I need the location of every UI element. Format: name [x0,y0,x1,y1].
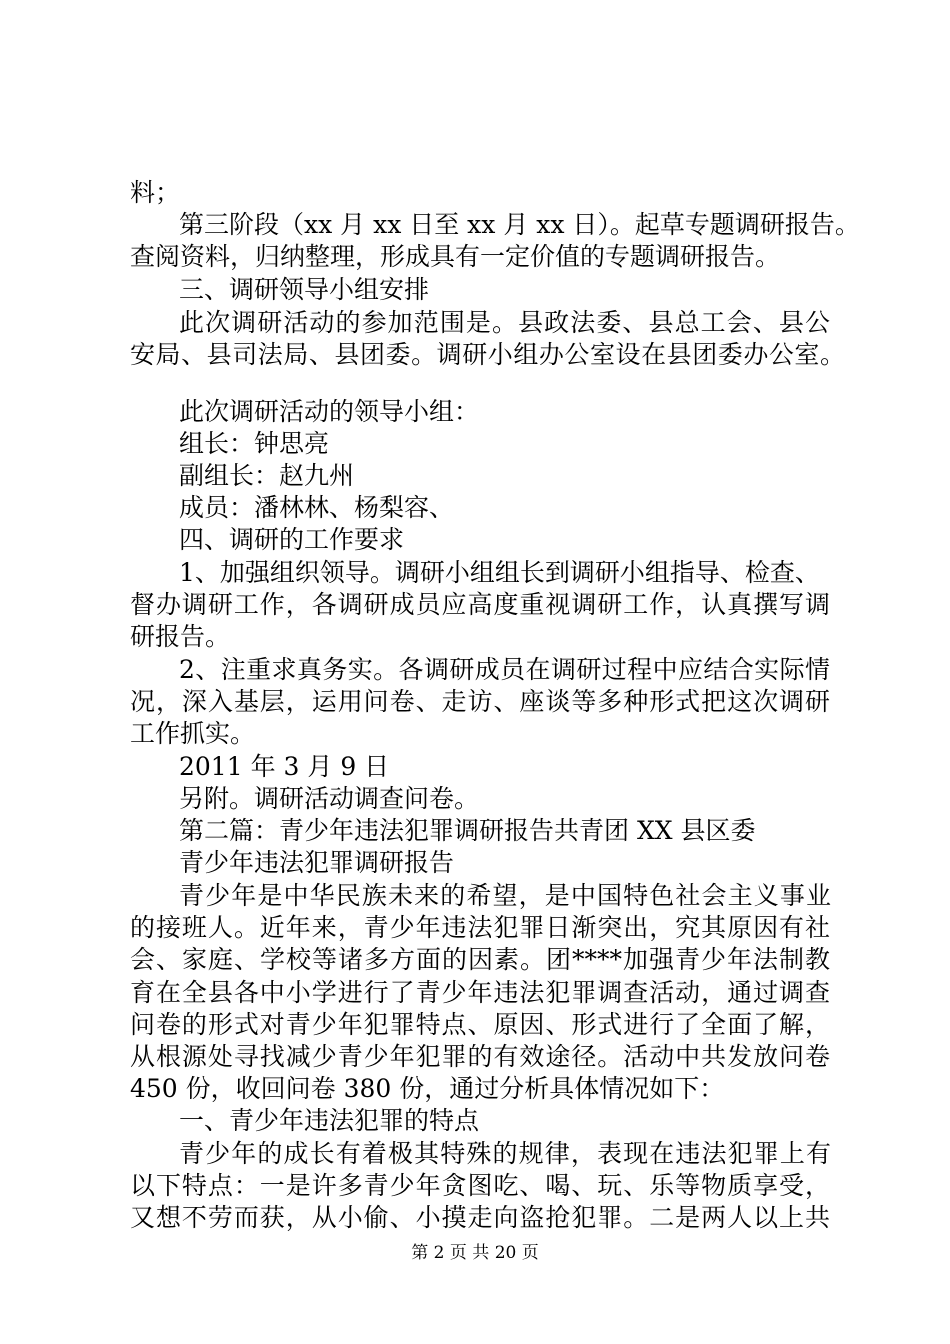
text-line: 1、加强组织领导。调研小组组长到调研小组指导、检查、 [179,558,820,587]
text-line: 问卷的形式对青少年犯罪特点、原因、形式进行了全面了解， [130,1010,830,1039]
text-line: 第二篇：青少年违法犯罪调研报告共青团 XX 县区委 [179,816,756,845]
text-line: 2、注重求真务实。各调研成员在调研过程中应结合实际情 [179,655,830,684]
text-line: 青少年是中华民族未来的希望，是中国特色社会主义事业 [179,881,831,910]
section-heading: 四、调研的工作要求 [179,525,405,554]
text-line: 会、家庭、学校等诸多方面的因素。团****加强青少年法制教 [130,945,830,974]
text-line: 督办调研工作，各调研成员应高度重视调研工作，认真撰写调 [130,590,830,619]
page-number-footer: 第 2 页 共 20 页 [411,1243,539,1263]
text-line: 以下特点：一是许多青少年贪图吃、喝、玩、乐等物质享受， [130,1171,830,1200]
date-line: 2011 年 3 月 9 日 [179,752,390,781]
text-line: 第三阶段（xx 月 xx 日至 xx 月 xx 日）。起草专题调研报告。 [179,210,860,239]
section-heading: 三、调研领导小组安排 [179,275,430,304]
text-line: 工作抓实。 [130,719,256,748]
text-line: 另附。调研活动调查问卷。 [179,784,480,813]
text-line: 料； [130,178,181,207]
text-line: 此次调研活动的领导小组： [179,397,480,426]
text-line: 青少年的成长有着极其特殊的规律，表现在违法犯罪上有 [179,1139,831,1168]
text-line: 450 份，收回问卷 380 份，通过分析具体情况如下： [130,1074,725,1103]
text-line: 查阅资料，归纳整理，形成具有一定价值的专题调研报告。 [130,242,781,271]
text-line: 从根源处寻找减少青少年犯罪的有效途径。活动中共发放问卷 [130,1042,830,1071]
text-line: 研报告。 [130,622,231,651]
text-line: 的接班人。近年来，青少年违法犯罪日渐突出，究其原因有社 [130,913,830,942]
text-line: 又想不劳而获，从小偷、小摸走向盗抢犯罪。二是两人以上共 [130,1203,830,1232]
text-line: 成员：潘林林、杨梨容、 [179,493,455,522]
section-heading: 一、青少年违法犯罪的特点 [179,1106,480,1135]
text-line: 况，深入基层，运用问卷、走访、座谈等多种形式把这次调研 [130,687,830,716]
text-line: 组长：钟思亮 [179,429,330,458]
text-line: 育在全县各中小学进行了青少年违法犯罪调查活动，通过调查 [130,978,830,1007]
text-line: 此次调研活动的参加范围是。县政法委、县总工会、县公 [179,308,830,337]
report-title: 青少年违法犯罪调研报告 [179,848,455,877]
text-line: 副组长：赵九州 [179,461,355,490]
text-line: 安局、县司法局、县团委。调研小组办公室设在县团委办公室。 [130,340,845,369]
